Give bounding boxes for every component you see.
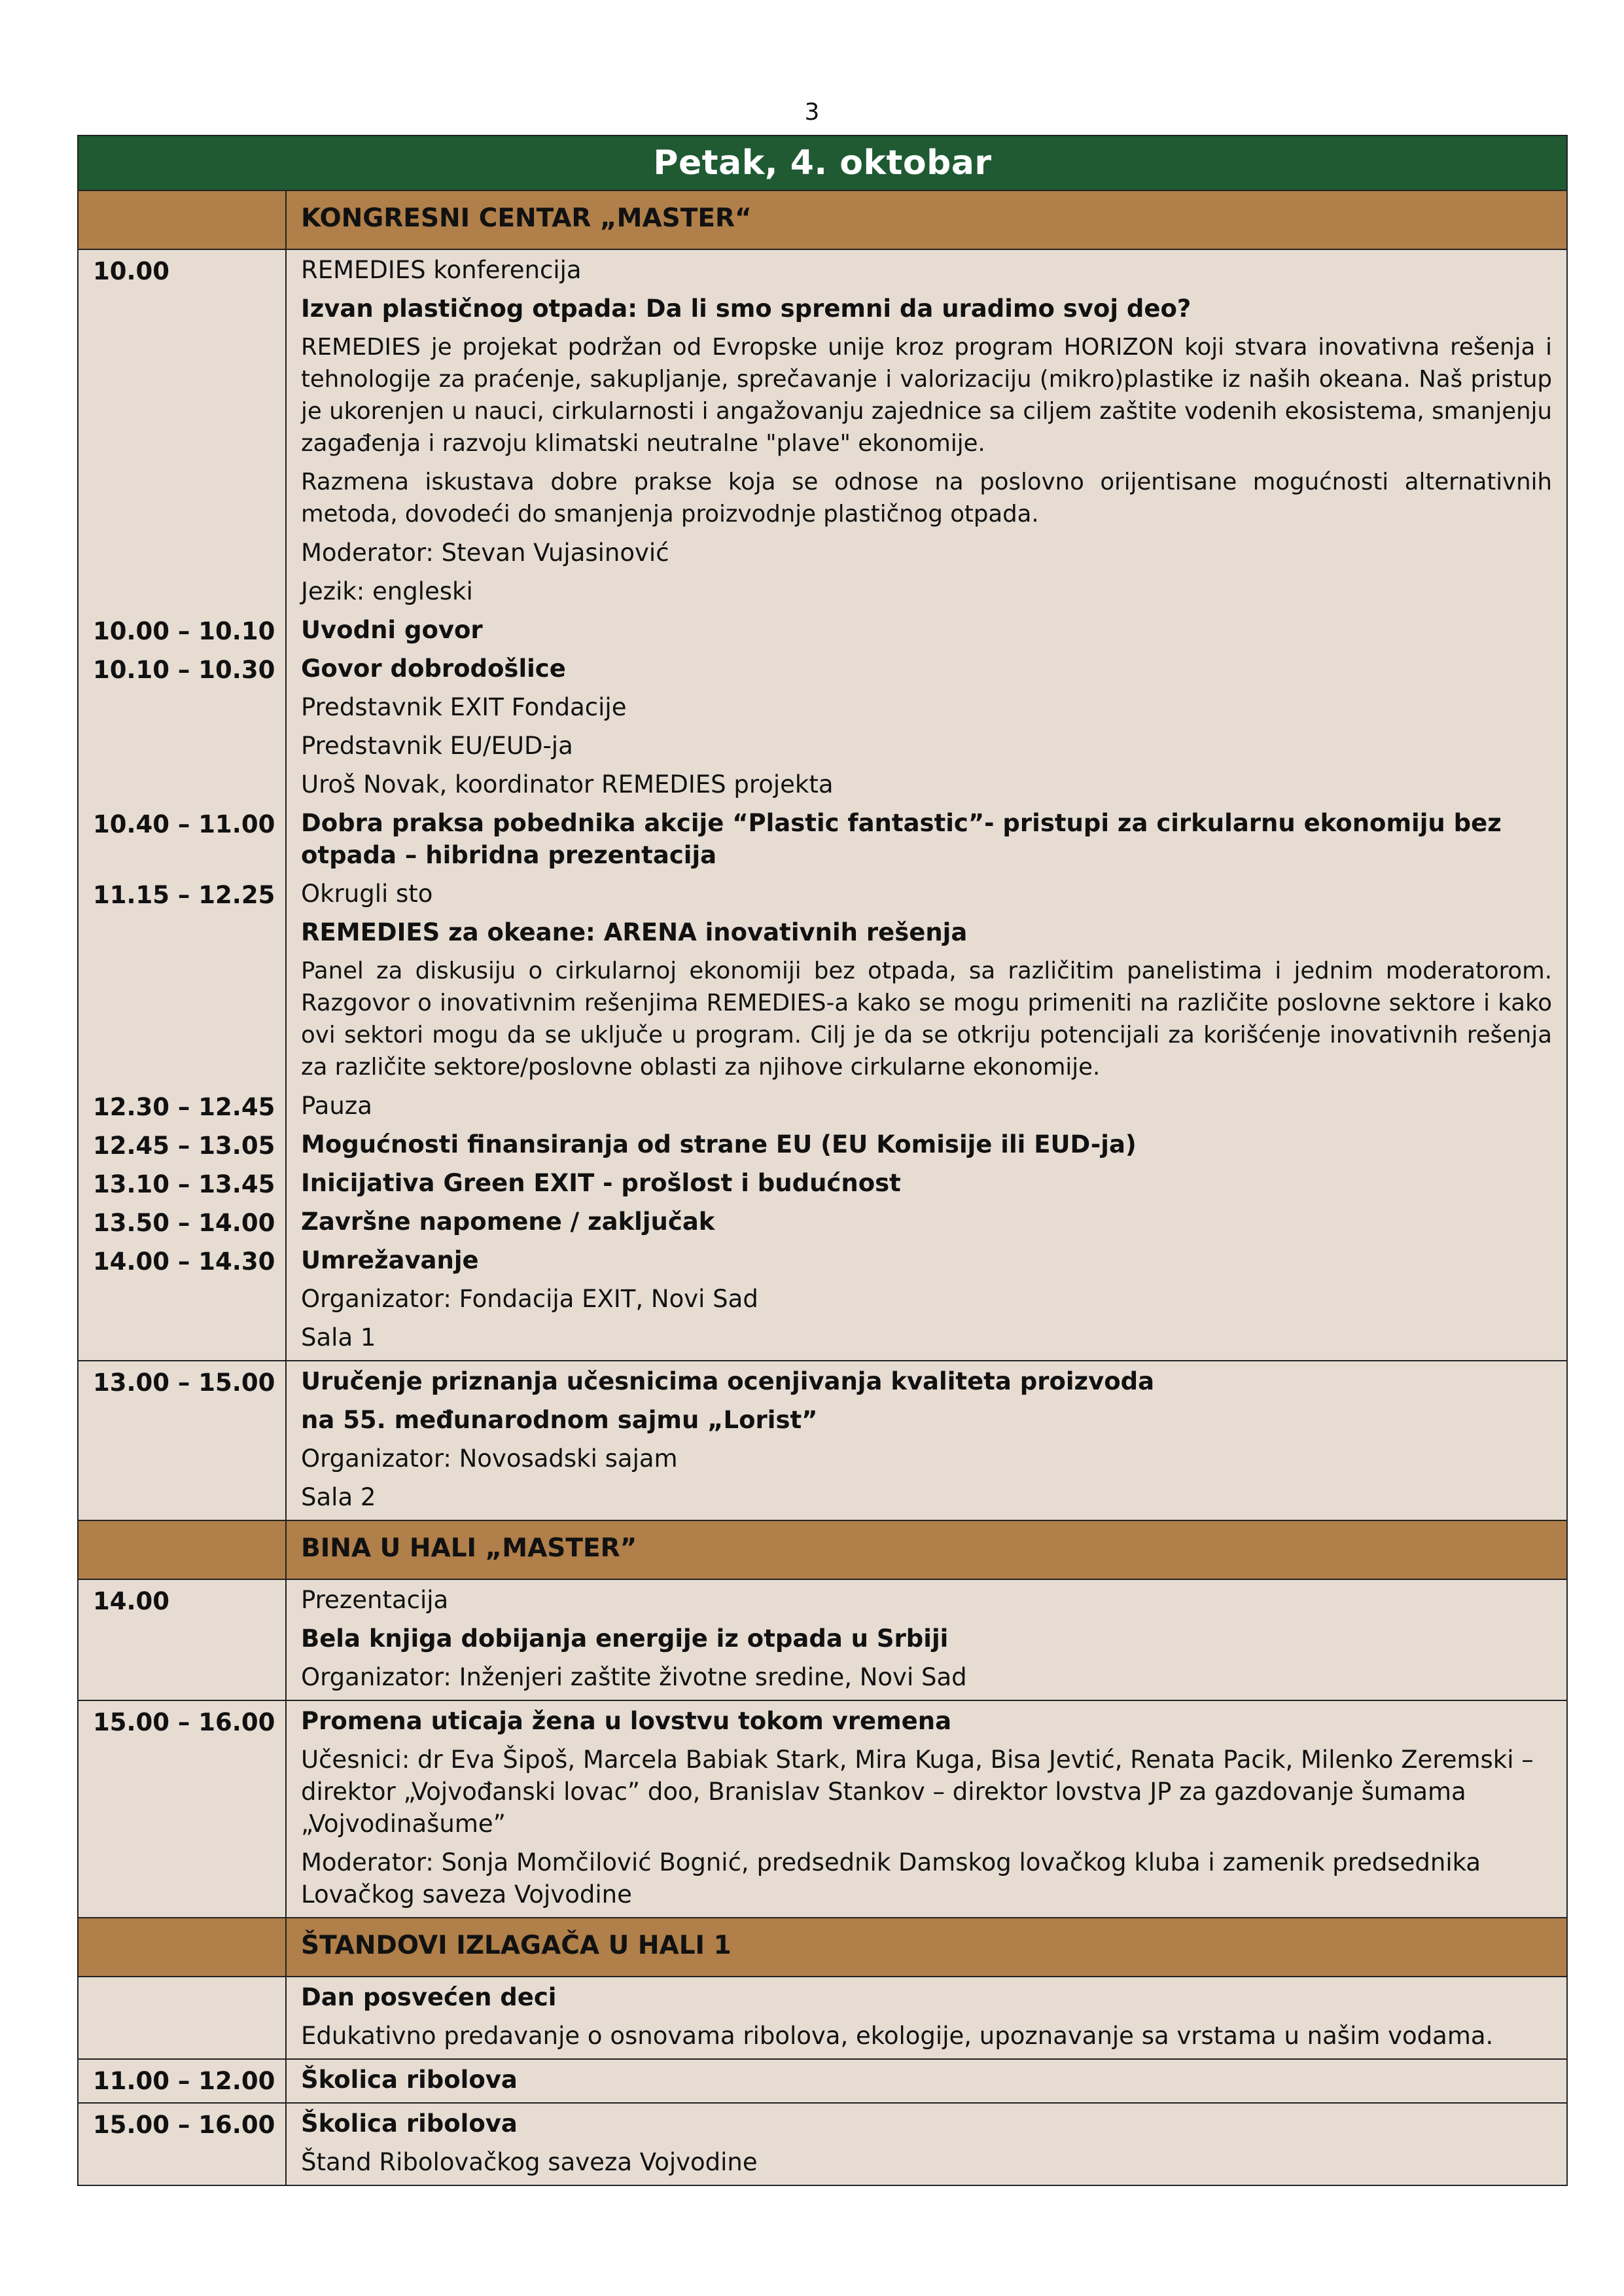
schedule-body	[78, 135, 1567, 2185]
event-text: Pauza	[301, 1092, 372, 1120]
event-text: Predstavnik EXIT Fondacije	[301, 693, 627, 721]
event-block	[78, 2059, 1567, 2103]
event-text: Organizator: Novosadski sajam	[301, 1444, 678, 1473]
event-time	[93, 1982, 285, 2015]
event-title: Izvan plastičnog otpada: Da li smo spremni da uradimo svoj deo?	[301, 295, 1192, 323]
content-cell	[286, 1579, 1567, 1700]
event-time	[93, 294, 285, 326]
event-time	[93, 1284, 285, 1316]
event-title: Inicijativa Green EXIT - prošlost i budućnost	[301, 1169, 901, 1197]
event-time: 15.00 – 16.00	[93, 1708, 275, 1736]
event-time	[93, 918, 285, 950]
event-time	[93, 1482, 285, 1515]
event-time	[93, 956, 285, 1085]
time-cell	[78, 1977, 286, 2059]
event-time: 14.00	[93, 1587, 170, 1615]
event-time: 13.50 – 14.00	[93, 1209, 275, 1237]
event-title: Dobra praksa pobednika akcije “Plastic fantastic”- pristupi za cirkularnu ekonomiju bez otpada – hibridna prezentacija	[301, 809, 1502, 869]
time-cell	[78, 2059, 286, 2103]
event-block	[78, 1977, 1567, 2059]
time-cell	[78, 1361, 286, 1520]
event-text: Panel za diskusiju o cirkularnoj ekonomiji bez otpada, sa različitim panelistima i jednim moderatorom. Razgovor o inovativnim rešenjima REMEDIES-a kako se mogu primeniti na različite poslovne sektore i kako ovi sektori mogu da se uključe u program. Cilj je da se otkriju potencijali za korišćenje inovativnih rešenja za različite sektore/poslovne oblasti za njihove cirkularne ekonomije.	[301, 958, 1552, 1081]
venue-title: KONGRESNI CENTAR „MASTER“	[286, 190, 1567, 249]
content-cell	[286, 1361, 1567, 1520]
event-time	[93, 1745, 285, 1841]
event-title: Završne napomene / zaključak	[301, 1208, 715, 1236]
event-title: Govor dobrodošlice	[301, 655, 566, 683]
venue-title: ŠTANDOVI IZLAGAČA U HALI 1	[286, 1918, 1567, 1977]
event-title: Uvodni govor	[301, 616, 483, 644]
event-time	[93, 577, 285, 609]
day-title: Petak, 4. oktobar	[78, 135, 1567, 190]
event-time	[93, 1848, 285, 1912]
event-text: Učesnici: dr Eva Šipoš, Marcela Babiak Stark, Mira Kuga, Bisa Jevtić, Renata Pacik, Milenko Zeremski – direktor „Vojvođanski lovac” doo, Branislav Stankov – direktor lovstva JP za gazdovanje šumama „Vojvodinašume”	[301, 1746, 1534, 1838]
event-time: 12.30 – 12.45	[93, 1093, 275, 1121]
event-text: Moderator: Stevan Vujasinović	[301, 539, 669, 567]
event-text: Sala 2	[301, 1483, 376, 1511]
content-cell	[286, 249, 1567, 1361]
event-title: Školica ribolova	[301, 2109, 518, 2138]
event-time: 10.00	[93, 257, 170, 285]
event-title: Mogućnosti finansiranja od strane EU (EU Komisije ili EUD-ja)	[301, 1130, 1137, 1158]
schedule-table	[77, 135, 1568, 2186]
event-time	[93, 1405, 285, 1437]
content-cell	[286, 2103, 1567, 2185]
event-block	[78, 1579, 1567, 1700]
event-title: Dan posvećen deci	[301, 1983, 557, 2011]
day-title-row	[78, 135, 1567, 190]
venue-row	[78, 1520, 1567, 1579]
event-time: 11.00 – 12.00	[93, 2067, 275, 2095]
event-text: Prezentacija	[301, 1586, 449, 1614]
event-title: Bela knjiga dobijanja energije iz otpada u Srbiji	[301, 1624, 949, 1653]
venue-row	[78, 190, 1567, 249]
event-time	[93, 1624, 285, 1656]
event-time: 10.10 – 10.30	[93, 656, 275, 684]
event-time: 13.00 – 15.00	[93, 1369, 275, 1397]
event-time	[93, 467, 285, 531]
event-text: Predstavnik EU/EUD-ja	[301, 732, 573, 760]
event-time	[93, 2021, 285, 2053]
event-text: Okrugli sto	[301, 880, 433, 908]
event-block	[78, 249, 1567, 1361]
venue-title: BINA U HALI „MASTER”	[286, 1520, 1567, 1579]
event-time	[93, 2147, 285, 2179]
time-cell	[78, 1579, 286, 1700]
event-title: REMEDIES za okeane: ARENA inovativnih rešenja	[301, 918, 968, 946]
event-text: Razmena iskustava dobre prakse koja se odnose na poslovno orijentisane mogućnosti alternativnih metoda, dovodeći do smanjenja proizvodnje plastičnog otpada.	[301, 469, 1552, 528]
event-text: Jezik: engleski	[301, 577, 473, 605]
event-block	[78, 1361, 1567, 1520]
event-time: 14.00 – 14.30	[93, 1247, 275, 1276]
event-block	[78, 2103, 1567, 2185]
page-number: 3	[804, 99, 820, 126]
event-text: Uroš Novak, koordinator REMEDIES projekta	[301, 770, 834, 798]
event-time: 15.00 – 16.00	[93, 2111, 275, 2139]
event-title: Uručenje priznanja učesnicima ocenjivanja kvaliteta proizvoda	[301, 1367, 1155, 1395]
venue-time-cell	[78, 1918, 286, 1977]
event-time	[93, 538, 285, 570]
event-text: Organizator: Inženjeri zaštite životne sredine, Novi Sad	[301, 1663, 967, 1691]
event-time	[93, 332, 285, 461]
content-cell	[286, 2059, 1567, 2103]
event-text: Štand Ribolovačkog saveza Vojvodine	[301, 2148, 758, 2176]
event-time: 13.10 – 13.45	[93, 1170, 275, 1198]
event-block	[78, 1700, 1567, 1918]
venue-row	[78, 1918, 1567, 1977]
event-time: 10.00 – 10.10	[93, 617, 275, 645]
event-time: 10.40 – 11.00	[93, 810, 275, 838]
event-text: Edukativno predavanje o osnovama ribolova, ekologije, upoznavanje sa vrstama u našim vodama.	[301, 2022, 1494, 2050]
event-time	[93, 1323, 285, 1355]
time-cell	[78, 1700, 286, 1918]
event-time: 11.15 – 12.25	[93, 881, 275, 909]
event-title: Školica ribolova	[301, 2066, 518, 2094]
venue-time-cell	[78, 1520, 286, 1579]
event-time: 12.45 – 13.05	[93, 1132, 275, 1160]
time-cell	[78, 2103, 286, 2185]
event-time	[93, 692, 285, 725]
event-text: REMEDIES je projekat podržan od Evropske unije kroz program HORIZON koji stvara inovativna rešenja i tehnologije za praćenje, sakupljanje, sprečavanje i valorizaciju (mikro)plastike iz naših okeana. Naš pristup je ukorenjen u nauci, cirkularnosti i angažovanju zajednice sa ciljem zaštite vodenih ekosistema, smanjenju zagađenja i razvoju klimatski neutralne "plave" ekonomije.	[301, 334, 1552, 457]
event-title: Promena uticaja žena u lovstvu tokom vremena	[301, 1707, 952, 1735]
content-cell	[286, 1700, 1567, 1918]
event-time	[93, 1662, 285, 1695]
venue-time-cell	[78, 190, 286, 249]
time-cell	[78, 249, 286, 1361]
event-text: Moderator: Sonja Momčilović Bognić, predsednik Damskog lovačkog kluba i zamenik predsednika Lovačkog saveza Vojvodine	[301, 1848, 1481, 1909]
content-cell	[286, 1977, 1567, 2059]
event-text: Organizator: Fondacija EXIT, Novi Sad	[301, 1285, 758, 1313]
event-title: Umrežavanje	[301, 1246, 479, 1274]
event-time	[93, 770, 285, 802]
event-title: na 55. međunarodnom sajmu „Lorist”	[301, 1406, 818, 1434]
event-time	[93, 1444, 285, 1476]
event-time	[93, 731, 285, 763]
event-text: Sala 1	[301, 1323, 376, 1352]
event-text: REMEDIES konferencija	[301, 256, 582, 284]
